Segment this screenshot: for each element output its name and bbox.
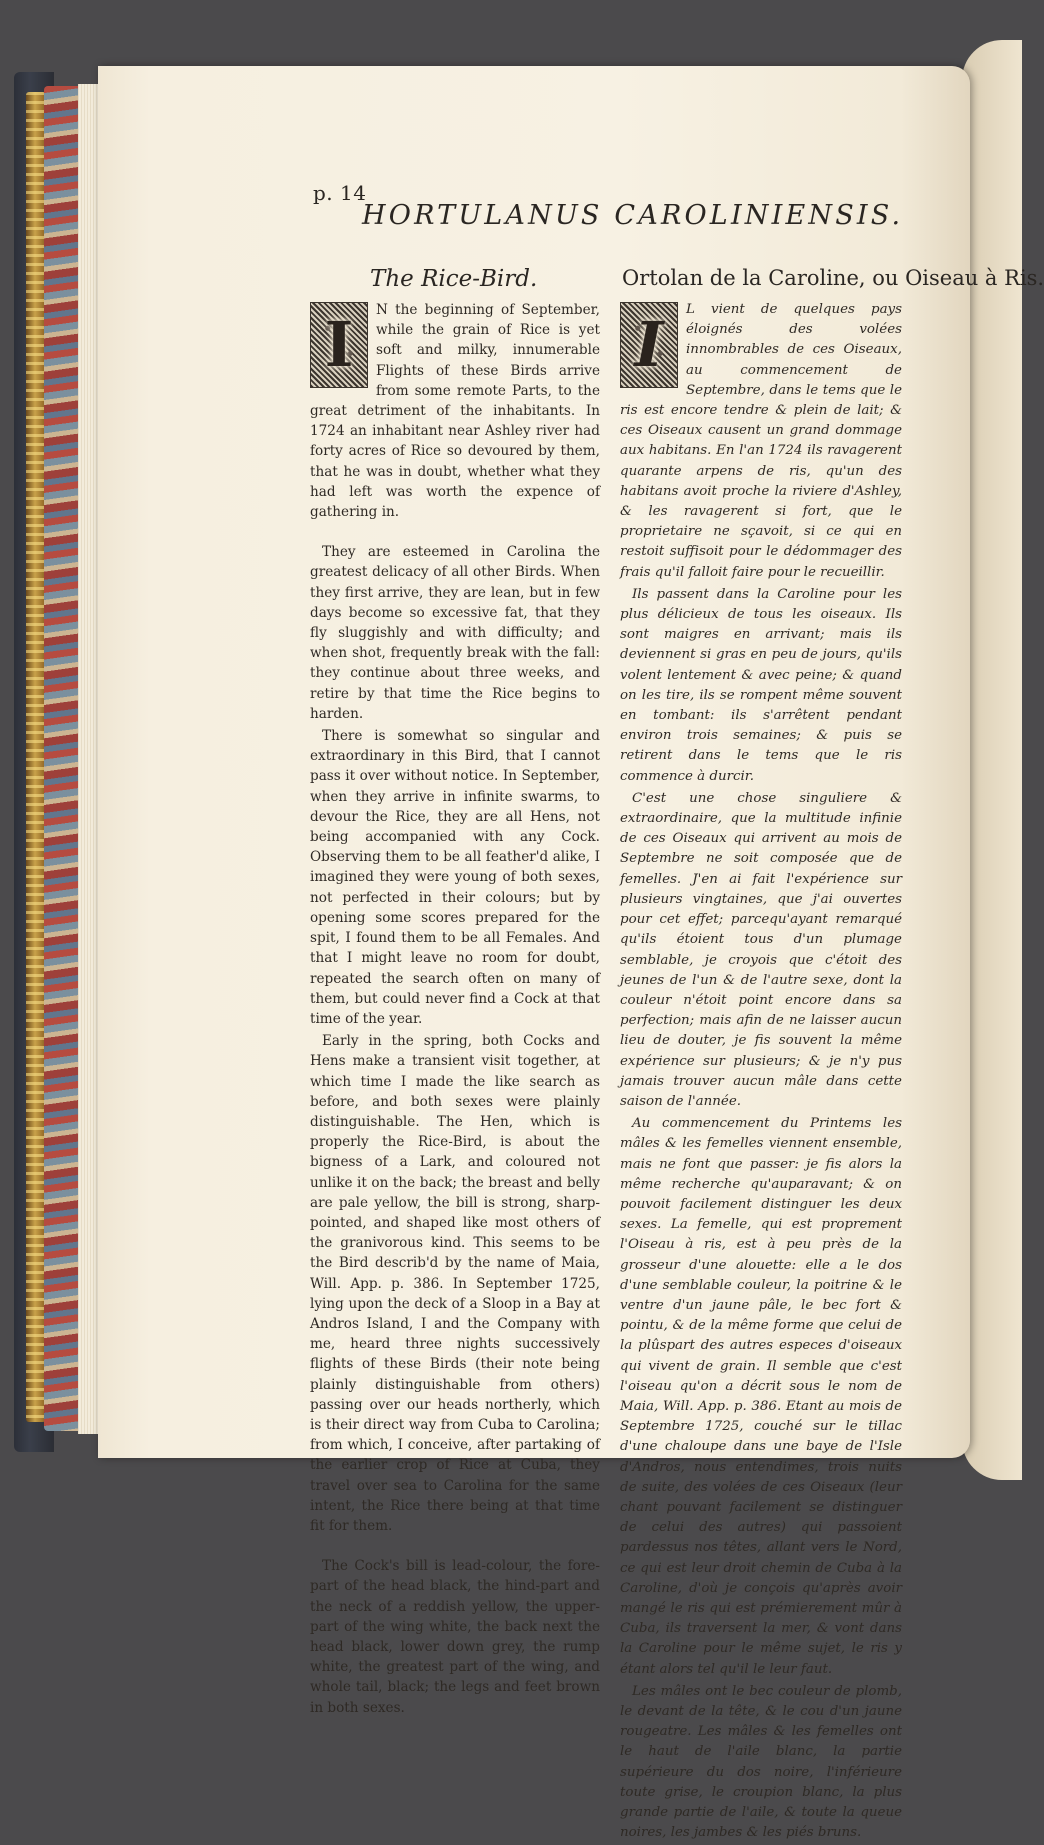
english-paragraph	[310, 300, 600, 522]
english-paragraph: There is somewhat so singular and extraordinary in this Bird, that I cannot pass it over without notice. In September, when they arrive in infinite swarms, to devour the Rice, they are all Hens, not being accompanied with any Cock. Observing them to be all feather'd alike, I imagined they were young of both sexes, not perfected in their colours; but by opening some scores prepared for the spit, I found them to be all Females. And that I might leave no room for doubt, repeated the search often on many of them, but could never find a Cock at that time of the year.	[310, 728, 600, 1027]
english-paragraph: Early in the spring, both Cocks and Hens make a transient visit together, at which time I made the like search as before, and both sexes were plainly distinguishable. The Hen, which is properly the Rice-Bird, is about the bigness of a Lark, and coloured not unlike it on the back; the breast and belly are pale yellow, the bill is strong, sharp-pointed, and shaped like most others of the granivorous kind. This seems to be the Bird describ'd by the name of Maia, Will. App. p. 386. In September 1725, lying upon the deck of a Sloop in a Bay at Andros Island, I and the Company with me, heard three nights successively flights of these Birds (their note being plainly distinguishable from others) passing over our heads northerly, which is their direct way from Cuba to Carolina; from which, I conceive, after partaking of the earlier crop of Rice at Cuba, they travel over sea to Carolina for the same intent, the Rice there being at that time fit for them.	[310, 1033, 600, 1534]
ornamental-initial-icon	[310, 302, 368, 388]
french-paragraph: C'est une chose singuliere & extraordinaire, que la multitude infinie de ces Oiseaux qui arrivent au mois de Septembre ne soit composée que de femelles. J'en ai fait l'expérience sur plusieurs vingtaines, que j'ai ouvertes pour cet effet; parcequ'ayant remarqué qu'ils étoient tous d'un plumage semblable, je croyois que c'étoit des jeunes de l'un & de l'autre sexe, dont la couleur n'étoit point encore dans sa perfection; mais afin de ne laisser aucun lieu de douter, je fis souvent la même expérience sur plusieurs; & je n'y pus jamais trouver aucun mâle dans cette saison de l'année.	[620, 790, 902, 1109]
facing-page-edge	[962, 40, 1022, 1480]
dropcap-letter: I	[324, 307, 354, 381]
dropcap-letter: I	[634, 307, 664, 381]
french-paragraph: Au commencement du Printems les mâles & les femelles viennent ensemble, mais ne font que passer: je fis alors la même recherche qu'auparavant; & on pouvoit facilement distinguer les deux sexes. La femelle, qui est proprement l'Oiseau à ris, est à peu près de la grosseur d'une alouette: elle a le dos d'une semblable couleur, la poitrine & le ventre d'un jaune pâle, le bec fort & pointu, & de la même forme que celui de la plûspart des autres especes d'oiseaux qui vivent de grain. Il semble que c'est l'oiseau qu'on a décrit sous le nom de Maia, Will. App. p. 386. Etant au mois de Septembre 1725, couché sur le tillac d'une chaloupe dans une baye de l'Isle d'Andros, nous entendimes, trois nuits de suite, des volées de ces Oiseaux (leur chant pouvant facilement se distinguer de celui des autres) qui passoient pardessus nos têtes, allant vers le Nord, ce qui est leur droit chemin de Cuba à la Caroline, d'où je conçois qu'après avoir mangé le ris qui est prémierement mûr à Cuba, ils traversent la mer, & vont dans la Caroline pour le même sujet, le ris y étant alors tel qu'il le leur faut.	[620, 1116, 902, 1677]
english-paragraph-text: N the beginning of September, while the grain of Rice is yet soft and milky, innumerable Flights of these Birds arrive from some remote Parts, to the great detriment of the inhabitants. In 1724 an inhabitant near Ashley river had forty acres of Rice so devoured by them, that he was in doubt, whether what they had left was worth the expence of gathering in.	[310, 302, 600, 521]
french-paragraph	[620, 300, 902, 583]
french-paragraph: Ils passent dans la Caroline pour les plus délicieux de tous les oiseaux. Ils sont maigres en arrivant; mais ils deviennent si gras en peu de jours, qu'ils volent lentement & avec peine; & quand on les tire, ils se rompent même souvent en tombant: ils s'arrêtent pendant environ trois semaines; & puis se retirent dans le tems que le ris commence à durcir.	[620, 586, 902, 784]
english-column	[310, 300, 600, 1720]
gilt-spine-decoration	[26, 92, 46, 1422]
running-title: HORTULANUS CAROLINIENSIS.	[362, 200, 904, 231]
english-title: The Rice-Bird.	[370, 266, 538, 292]
french-paragraph-text: L vient de quelques pays éloignés des volées innombrables de ces Oiseaux, au commencement de Septembre, dans le tems que le ris est encore tendre & plein de lait; & ces Oiseaux causent un grand dommage aux habitans. En l'an 1724 ils ravagerent quarante arpens de ris, qu'un des habitans avoit proche la riviere d'Ashley, & les ravagerent si fort, que le proprietaire ne sçavoit, si ce qui en restoit suffisoit pour le dédommager des frais qu'il falloit faire pour le recueillir.	[620, 302, 902, 580]
french-paragraph: Les mâles ont le bec couleur de plomb, le devant de la tête, & le cou d'un jaune rougeatre. Les mâles & les femelles ont le haut de l'aile blanc, la partie supérieure du dos noire, l'inférieure toute grise, le croupion blanc, la plus grande partie de l'aile, & toute la queue noires, les jambes & les piés bruns.	[620, 1683, 902, 1841]
marbled-page-edge	[44, 86, 80, 1431]
page-number: p. 14	[313, 181, 367, 205]
french-title: Ortolan de la Caroline, ou Oiseau à Ris.	[622, 266, 1044, 290]
english-paragraph: They are esteemed in Carolina the greatest delicacy of all other Birds. When they first arrive, they are lean, but in few days become so excessive fat, that they fly sluggishly and with difficulty; and when shot, frequently break with the fall: they continue about three weeks, and retire by that time the Rice begins to harden.	[310, 544, 600, 722]
ornamental-initial-icon	[620, 302, 678, 388]
french-column	[620, 300, 902, 1845]
english-paragraph: The Cock's bill is lead-colour, the fore-part of the head black, the hind-part and the neck of a reddish yellow, the upper-part of the wing white, the back next the head black, lower down grey, the rump white, the greatest part of the wing, and whole tail, black; the legs and feet brown in both sexes.	[310, 1558, 600, 1716]
